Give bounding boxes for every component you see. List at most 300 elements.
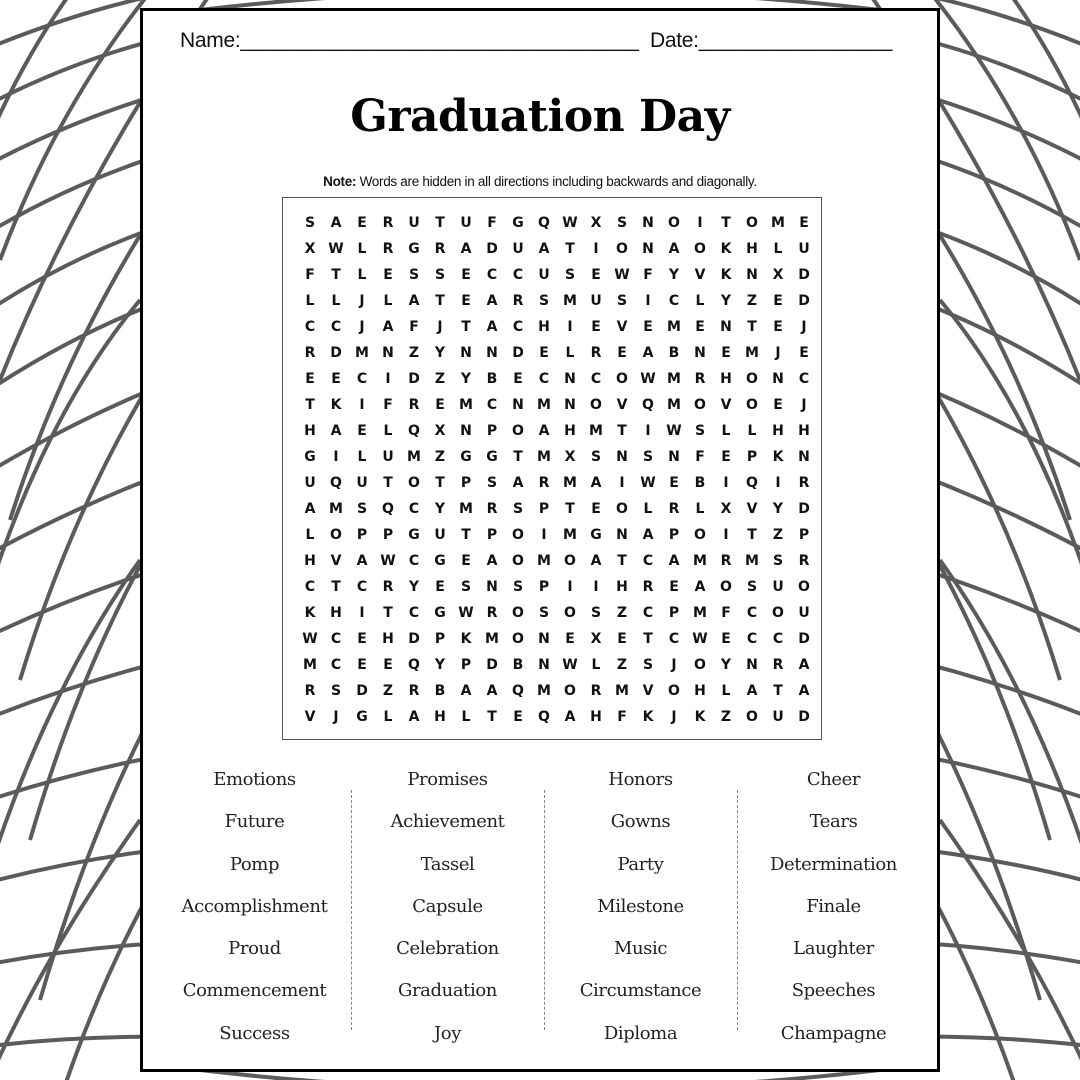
grid-cell[interactable]: L (695, 501, 705, 517)
grid-cell[interactable]: I (359, 605, 365, 621)
grid-cell[interactable]: Y (434, 657, 446, 673)
grid-cell[interactable]: Y (408, 579, 420, 595)
grid-cell[interactable]: H (538, 319, 550, 335)
grid-cell[interactable]: A (590, 475, 602, 491)
grid-cell[interactable]: O (746, 215, 758, 231)
grid-cell[interactable]: H (772, 423, 784, 439)
grid-cell[interactable]: E (721, 449, 731, 465)
grid-cell[interactable]: D (798, 267, 810, 283)
grid-cell[interactable]: T (643, 631, 653, 647)
grid-cell[interactable]: V (330, 553, 342, 569)
grid-cell[interactable]: D (798, 501, 810, 517)
grid-cell[interactable]: M (563, 293, 577, 309)
grid-cell[interactable]: L (383, 293, 393, 309)
grid-cell[interactable]: I (723, 527, 729, 543)
grid-cell[interactable]: R (382, 215, 394, 231)
grid-cell[interactable]: C (408, 605, 420, 621)
grid-cell[interactable]: P (538, 501, 550, 517)
grid-cell[interactable]: A (538, 423, 550, 439)
grid-cell[interactable]: N (668, 449, 680, 465)
grid-cell[interactable]: L (461, 709, 471, 725)
grid-cell[interactable]: A (694, 579, 706, 595)
grid-cell[interactable]: M (407, 449, 421, 465)
grid-cell[interactable]: R (304, 683, 316, 699)
grid-cell[interactable]: I (775, 475, 781, 491)
grid-cell[interactable]: L (695, 293, 705, 309)
grid-cell[interactable]: O (616, 371, 628, 387)
grid-cell[interactable]: A (486, 293, 498, 309)
grid-cell[interactable]: G (590, 527, 602, 543)
grid-cell[interactable]: E (799, 345, 809, 361)
grid-cell[interactable]: F (643, 267, 653, 283)
grid-cell[interactable]: N (616, 527, 628, 543)
grid-cell[interactable]: O (668, 683, 680, 699)
grid-cell[interactable]: E (513, 709, 523, 725)
grid-cell[interactable]: O (694, 241, 706, 257)
grid-cell[interactable]: T (331, 267, 341, 283)
grid-cell[interactable]: S (616, 293, 628, 309)
grid-cell[interactable]: O (512, 423, 524, 439)
grid-cell[interactable]: H (434, 709, 446, 725)
grid-cell[interactable]: C (408, 501, 420, 517)
grid-cell[interactable]: Y (668, 267, 680, 283)
grid-cell[interactable]: A (538, 241, 550, 257)
grid-cell[interactable]: C (772, 631, 784, 647)
grid-cell[interactable]: U (590, 293, 602, 309)
grid-cell[interactable]: D (408, 371, 420, 387)
grid-cell[interactable]: I (593, 579, 599, 595)
grid-cell[interactable]: C (304, 319, 316, 335)
grid-cell[interactable]: S (564, 267, 576, 283)
grid-cell[interactable]: B (694, 475, 706, 491)
grid-cell[interactable]: I (593, 241, 599, 257)
grid-cell[interactable]: Z (746, 293, 758, 309)
grid-cell[interactable]: U (772, 579, 784, 595)
grid-cell[interactable]: S (642, 449, 654, 465)
grid-cell[interactable]: N (746, 267, 758, 283)
grid-cell[interactable]: R (538, 475, 550, 491)
grid-cell[interactable]: L (773, 241, 783, 257)
grid-cell[interactable]: M (615, 683, 629, 699)
grid-cell[interactable]: J (775, 345, 781, 361)
grid-cell[interactable]: T (617, 423, 627, 439)
grid-cell[interactable]: Z (616, 605, 628, 621)
grid-cell[interactable]: A (486, 553, 498, 569)
grid-cell[interactable]: D (486, 241, 498, 257)
grid-cell[interactable]: J (801, 319, 807, 335)
grid-cell[interactable]: O (616, 501, 628, 517)
grid-cell[interactable]: U (434, 527, 446, 543)
grid-cell[interactable]: G (486, 449, 498, 465)
grid-cell[interactable]: H (616, 579, 628, 595)
grid-cell[interactable]: J (671, 709, 677, 725)
grid-cell[interactable]: M (667, 371, 681, 387)
grid-cell[interactable]: Y (720, 293, 732, 309)
grid-cell[interactable]: A (330, 215, 342, 231)
grid-cell[interactable]: L (357, 241, 367, 257)
grid-cell[interactable]: S (538, 605, 550, 621)
grid-cell[interactable]: I (385, 371, 391, 387)
grid-cell[interactable]: G (434, 605, 446, 621)
grid-cell[interactable]: E (357, 631, 367, 647)
grid-cell[interactable]: E (721, 345, 731, 361)
grid-cell[interactable]: M (563, 527, 577, 543)
grid-cell[interactable]: N (616, 449, 628, 465)
grid-cell[interactable]: T (513, 449, 523, 465)
grid-cell[interactable]: Z (720, 709, 732, 725)
grid-cell[interactable]: U (408, 215, 420, 231)
grid-cell[interactable]: A (382, 319, 394, 335)
grid-cell[interactable]: C (668, 631, 680, 647)
grid-cell[interactable]: B (434, 683, 446, 699)
grid-cell[interactable]: P (746, 449, 758, 465)
grid-cell[interactable]: Z (434, 371, 446, 387)
grid-cell[interactable]: X (590, 215, 602, 231)
grid-cell[interactable]: K (330, 397, 342, 413)
grid-cell[interactable]: P (486, 423, 498, 439)
grid-cell[interactable]: E (461, 553, 471, 569)
grid-cell[interactable]: O (564, 683, 576, 699)
grid-cell[interactable]: A (642, 527, 654, 543)
grid-cell[interactable]: T (331, 579, 341, 595)
grid-cell[interactable]: V (304, 709, 316, 725)
grid-cell[interactable]: J (333, 709, 339, 725)
grid-cell[interactable]: E (591, 267, 601, 283)
grid-cell[interactable]: E (773, 397, 783, 413)
grid-cell[interactable]: S (460, 579, 472, 595)
grid-cell[interactable]: Q (746, 475, 758, 491)
grid-cell[interactable]: C (330, 657, 342, 673)
grid-cell[interactable]: A (668, 553, 680, 569)
grid-cell[interactable]: J (359, 293, 365, 309)
grid-cell[interactable]: W (666, 423, 682, 439)
grid-cell[interactable]: E (695, 319, 705, 335)
grid-cell[interactable]: A (330, 423, 342, 439)
grid-cell[interactable]: R (590, 345, 602, 361)
grid-cell[interactable]: R (668, 501, 680, 517)
grid-cell[interactable]: Q (408, 657, 420, 673)
grid-cell[interactable]: O (512, 553, 524, 569)
grid-cell[interactable]: T (721, 215, 731, 231)
grid-cell[interactable]: C (512, 319, 524, 335)
grid-cell[interactable]: J (671, 657, 677, 673)
grid-cell[interactable]: S (512, 579, 524, 595)
grid-cell[interactable]: P (668, 527, 680, 543)
grid-cell[interactable]: C (486, 397, 498, 413)
grid-cell[interactable]: S (616, 215, 628, 231)
grid-cell[interactable]: Q (408, 423, 420, 439)
grid-cell[interactable]: M (485, 631, 499, 647)
grid-cell[interactable]: S (408, 267, 420, 283)
grid-cell[interactable]: A (798, 683, 810, 699)
grid-cell[interactable]: C (590, 371, 602, 387)
grid-cell[interactable]: W (640, 371, 656, 387)
grid-cell[interactable]: D (408, 631, 420, 647)
grid-cell[interactable]: V (746, 501, 758, 517)
grid-cell[interactable]: S (746, 579, 758, 595)
grid-cell[interactable]: L (721, 423, 731, 439)
grid-cell[interactable]: U (538, 267, 550, 283)
grid-cell[interactable]: Q (512, 683, 524, 699)
grid-cell[interactable]: A (798, 657, 810, 673)
grid-cell[interactable]: A (590, 553, 602, 569)
grid-cell[interactable]: X (590, 631, 602, 647)
grid-cell[interactable]: J (359, 319, 365, 335)
grid-cell[interactable]: N (538, 631, 550, 647)
grid-cell[interactable]: L (747, 423, 757, 439)
grid-cell[interactable]: T (747, 319, 757, 335)
grid-cell[interactable]: Z (616, 657, 628, 673)
grid-cell[interactable]: R (590, 683, 602, 699)
grid-cell[interactable]: M (563, 475, 577, 491)
grid-cell[interactable]: P (798, 527, 810, 543)
grid-cell[interactable]: A (668, 241, 680, 257)
grid-cell[interactable]: Z (434, 449, 446, 465)
grid-cell[interactable]: D (356, 683, 368, 699)
grid-cell[interactable]: U (512, 241, 524, 257)
grid-cell[interactable]: Y (434, 345, 446, 361)
grid-cell[interactable]: Y (772, 501, 784, 517)
grid-cell[interactable]: F (721, 605, 731, 621)
grid-cell[interactable]: T (565, 501, 575, 517)
grid-cell[interactable]: L (643, 501, 653, 517)
grid-cell[interactable]: I (645, 293, 651, 309)
grid-cell[interactable]: L (383, 709, 393, 725)
grid-cell[interactable]: A (460, 683, 472, 699)
grid-cell[interactable]: E (643, 319, 653, 335)
grid-cell[interactable]: V (642, 683, 654, 699)
grid-cell[interactable]: K (772, 449, 784, 465)
grid-cell[interactable]: E (435, 397, 445, 413)
grid-cell[interactable]: M (537, 553, 551, 569)
grid-cell[interactable]: H (382, 631, 394, 647)
grid-cell[interactable]: M (303, 657, 317, 673)
grid-cell[interactable]: R (408, 397, 420, 413)
grid-cell[interactable]: O (668, 215, 680, 231)
grid-cell[interactable]: I (359, 397, 365, 413)
grid-cell[interactable]: A (356, 553, 368, 569)
grid-cell[interactable]: S (590, 449, 602, 465)
grid-cell[interactable]: V (720, 397, 732, 413)
grid-cell[interactable]: E (357, 657, 367, 673)
grid-cell[interactable]: N (746, 657, 758, 673)
grid-cell[interactable]: G (460, 449, 472, 465)
grid-cell[interactable]: Y (720, 657, 732, 673)
grid-cell[interactable]: S (330, 683, 342, 699)
grid-cell[interactable]: E (383, 267, 393, 283)
grid-cell[interactable]: O (746, 709, 758, 725)
grid-cell[interactable]: G (408, 241, 420, 257)
grid-cell[interactable]: L (305, 527, 315, 543)
grid-cell[interactable]: Z (382, 683, 394, 699)
grid-cell[interactable]: L (565, 345, 575, 361)
grid-cell[interactable]: E (617, 631, 627, 647)
grid-cell[interactable]: A (564, 709, 576, 725)
grid-cell[interactable]: S (512, 501, 524, 517)
grid-cell[interactable]: H (746, 241, 758, 257)
grid-cell[interactable]: M (667, 397, 681, 413)
grid-cell[interactable]: M (537, 683, 551, 699)
grid-cell[interactable]: N (486, 579, 498, 595)
grid-cell[interactable]: C (668, 293, 680, 309)
grid-cell[interactable]: H (304, 553, 316, 569)
grid-cell[interactable]: N (694, 345, 706, 361)
grid-cell[interactable]: Q (642, 397, 654, 413)
grid-cell[interactable]: W (562, 657, 578, 673)
grid-cell[interactable]: M (537, 397, 551, 413)
grid-cell[interactable]: R (408, 683, 420, 699)
grid-cell[interactable]: R (486, 501, 498, 517)
grid-cell[interactable]: P (356, 527, 368, 543)
grid-cell[interactable]: T (487, 709, 497, 725)
grid-cell[interactable]: M (667, 319, 681, 335)
grid-cell[interactable]: S (642, 657, 654, 673)
grid-cell[interactable]: E (565, 631, 575, 647)
grid-cell[interactable]: R (642, 579, 654, 595)
grid-cell[interactable]: E (721, 631, 731, 647)
grid-cell[interactable]: N (772, 371, 784, 387)
grid-cell[interactable]: F (617, 709, 627, 725)
grid-cell[interactable]: O (564, 605, 576, 621)
grid-cell[interactable]: S (486, 475, 498, 491)
grid-cell[interactable]: E (435, 579, 445, 595)
grid-cell[interactable]: H (564, 423, 576, 439)
grid-cell[interactable]: A (408, 293, 420, 309)
grid-cell[interactable]: Q (382, 501, 394, 517)
grid-cell[interactable]: E (591, 319, 601, 335)
grid-cell[interactable]: K (460, 631, 472, 647)
grid-cell[interactable]: V (616, 397, 628, 413)
grid-cell[interactable]: R (304, 345, 316, 361)
grid-cell[interactable]: B (486, 371, 498, 387)
grid-cell[interactable]: R (720, 553, 732, 569)
grid-cell[interactable]: H (330, 605, 342, 621)
grid-cell[interactable]: O (512, 631, 524, 647)
grid-cell[interactable]: O (564, 553, 576, 569)
grid-cell[interactable]: E (513, 371, 523, 387)
grid-cell[interactable]: T (435, 215, 445, 231)
grid-cell[interactable]: G (356, 709, 368, 725)
grid-cell[interactable]: U (382, 449, 394, 465)
grid-cell[interactable]: C (512, 267, 524, 283)
grid-cell[interactable]: O (798, 579, 810, 595)
grid-cell[interactable]: P (382, 527, 394, 543)
grid-cell[interactable]: N (564, 397, 576, 413)
grid-cell[interactable]: M (693, 553, 707, 569)
grid-cell[interactable]: H (798, 423, 810, 439)
grid-cell[interactable]: A (642, 345, 654, 361)
grid-cell[interactable]: O (330, 527, 342, 543)
grid-cell[interactable]: D (798, 709, 810, 725)
grid-cell[interactable]: M (745, 553, 759, 569)
grid-cell[interactable]: G (434, 553, 446, 569)
grid-cell[interactable]: R (382, 579, 394, 595)
grid-cell[interactable]: L (357, 267, 367, 283)
grid-cell[interactable]: D (486, 657, 498, 673)
grid-cell[interactable]: M (589, 423, 603, 439)
grid-cell[interactable]: M (537, 449, 551, 465)
grid-cell[interactable]: Y (434, 501, 446, 517)
grid-cell[interactable]: I (723, 475, 729, 491)
grid-cell[interactable]: P (538, 579, 550, 595)
grid-cell[interactable]: J (437, 319, 443, 335)
grid-cell[interactable]: K (642, 709, 654, 725)
grid-cell[interactable]: E (669, 475, 679, 491)
grid-cell[interactable]: L (721, 683, 731, 699)
grid-cell[interactable]: U (356, 475, 368, 491)
grid-cell[interactable]: E (799, 215, 809, 231)
grid-cell[interactable]: S (304, 215, 316, 231)
grid-cell[interactable]: U (304, 475, 316, 491)
grid-cell[interactable]: H (590, 709, 602, 725)
grid-cell[interactable]: E (669, 579, 679, 595)
grid-cell[interactable]: O (694, 657, 706, 673)
grid-cell[interactable]: M (459, 501, 473, 517)
grid-cell[interactable]: A (746, 683, 758, 699)
grid-cell[interactable]: N (486, 345, 498, 361)
grid-cell[interactable]: L (305, 293, 315, 309)
grid-cell[interactable]: O (746, 397, 758, 413)
grid-cell[interactable]: N (720, 319, 732, 335)
grid-cell[interactable]: W (328, 241, 344, 257)
grid-cell[interactable]: L (331, 293, 341, 309)
grid-cell[interactable]: X (304, 241, 316, 257)
grid-cell[interactable]: D (798, 293, 810, 309)
grid-cell[interactable]: R (798, 475, 810, 491)
grid-cell[interactable]: Q (538, 709, 550, 725)
grid-cell[interactable]: C (746, 631, 758, 647)
grid-cell[interactable]: Q (538, 215, 550, 231)
grid-cell[interactable]: S (772, 553, 784, 569)
grid-cell[interactable]: C (356, 371, 368, 387)
grid-cell[interactable]: O (746, 371, 758, 387)
grid-cell[interactable]: T (773, 683, 783, 699)
grid-cell[interactable]: E (591, 501, 601, 517)
grid-cell[interactable]: H (720, 371, 732, 387)
grid-cell[interactable]: K (694, 709, 706, 725)
grid-cell[interactable]: R (486, 605, 498, 621)
grid-cell[interactable]: I (645, 423, 651, 439)
grid-cell[interactable]: E (357, 215, 367, 231)
grid-cell[interactable]: T (435, 293, 445, 309)
grid-cell[interactable]: Q (330, 475, 342, 491)
grid-cell[interactable]: T (435, 475, 445, 491)
grid-cell[interactable]: I (333, 449, 339, 465)
grid-cell[interactable]: O (512, 605, 524, 621)
grid-cell[interactable]: C (538, 371, 550, 387)
grid-cell[interactable]: N (460, 345, 472, 361)
grid-cell[interactable]: X (720, 501, 732, 517)
grid-cell[interactable]: X (772, 267, 784, 283)
grid-cell[interactable]: F (695, 449, 705, 465)
grid-cell[interactable]: F (409, 319, 419, 335)
grid-cell[interactable]: C (304, 579, 316, 595)
grid-cell[interactable]: D (330, 345, 342, 361)
grid-cell[interactable]: E (773, 293, 783, 309)
grid-cell[interactable]: E (331, 371, 341, 387)
grid-cell[interactable]: S (434, 267, 446, 283)
grid-cell[interactable]: X (434, 423, 446, 439)
grid-cell[interactable]: X (564, 449, 576, 465)
grid-cell[interactable]: C (486, 267, 498, 283)
grid-cell[interactable]: O (616, 241, 628, 257)
grid-cell[interactable]: I (567, 319, 573, 335)
grid-cell[interactable]: O (720, 579, 732, 595)
grid-cell[interactable]: T (565, 241, 575, 257)
grid-cell[interactable]: R (694, 371, 706, 387)
grid-cell[interactable]: M (693, 605, 707, 621)
grid-cell[interactable]: P (668, 605, 680, 621)
